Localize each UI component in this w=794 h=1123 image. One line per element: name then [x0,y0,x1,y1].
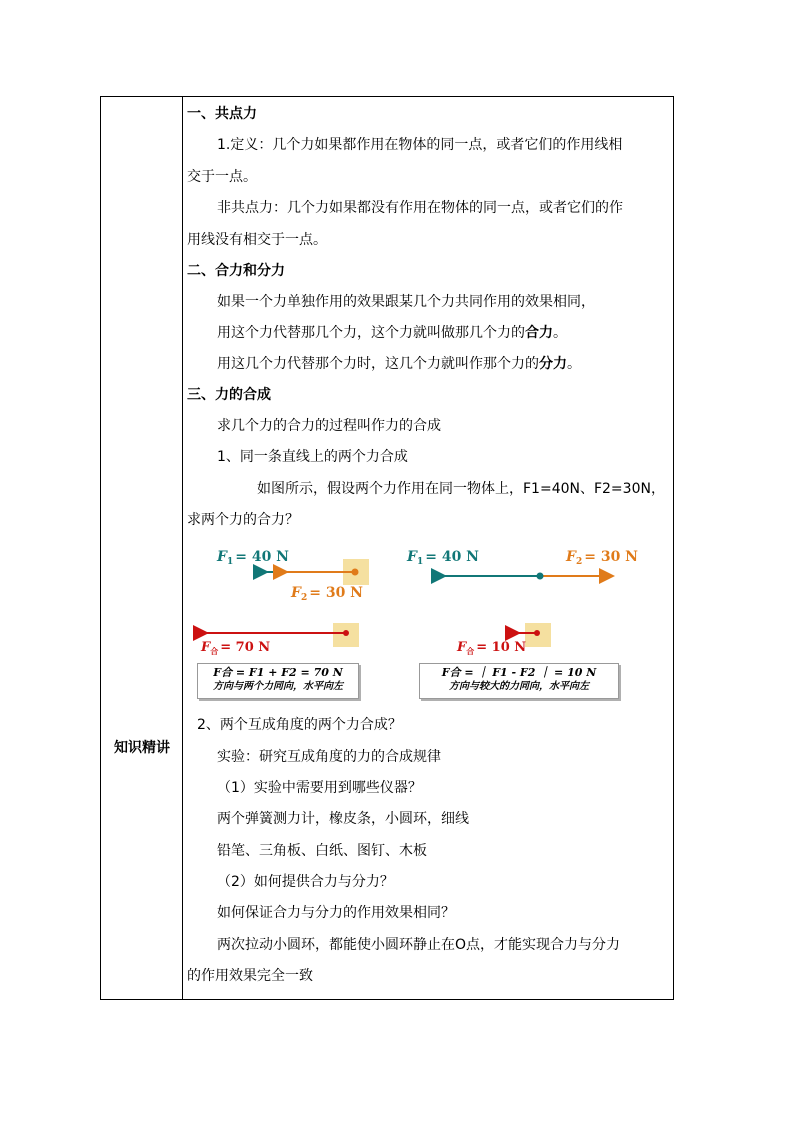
angle-para-9: 的作用效果完全一致 [187,968,313,984]
definition-line-2: 交于一点。 [187,169,257,185]
section-label: 知识精讲 [114,740,170,756]
f2-label: $F_2 = 30$ N [291,585,363,603]
force-point [343,630,349,636]
heading-force-composition: 三、力的合成 [187,387,271,403]
force-point [352,569,359,576]
definition-line-1: 1.定义：几个力如果都作用在物体的同一点，或者它们的作用线相 [217,137,623,153]
content-cell [185,97,673,999]
right-formula-box [419,663,619,699]
resultant-para-3: 用这几个力代替那个力时，这几个力就叫作那个力的分力。 [217,356,581,372]
composition-para-4: 求两个力的合力？ [187,512,299,528]
force-point [534,630,540,636]
left-formula-box [197,663,359,699]
resultant-para-2: 用这个力代替那几个力，这个力就叫做那几个力的合力。 [217,325,567,341]
f2-label: $F_2 = 30$ N [566,549,638,567]
resultant-para-1: 如果一个力单独作用的效果跟某几个力共同作用的效果相同， [217,294,595,310]
angle-para-7: 如何保证合力与分力的作用效果相同？ [217,905,455,921]
composition-para-1: 求几个力的合力的过程叫作力的合成 [217,418,441,434]
angle-para-8: 两次拉动小圆环，都能使小圆环静止在O点，才能实现合力与分力 [217,937,621,953]
resultant-label: $F_合 = 10$ N [457,640,527,656]
heading-concurrent-forces: 一、共点力 [187,106,257,122]
heading-resultant-component: 二、合力和分力 [187,263,285,279]
force-point [537,573,544,580]
angle-para-3: （1）实验中需要用到哪些仪器？ [217,780,422,796]
nonconcurrent-line-1: 非共点力：几个力如果都没有作用在物体的同一点，或者它们的作 [217,200,623,216]
resultant-label: $F_合 = 70$ N [201,640,271,656]
composition-para-2: 1、同一条直线上的两个力合成 [217,449,408,465]
composition-para-3: 如图所示，假设两个力作用在同一物体上，F1=40N、F2=30N， [257,481,665,497]
right-direction: 方向与较大的力同向，水平向左 [449,681,589,692]
knowledge-table [100,96,674,1000]
angle-para-1: 2、两个互成角度的两个力合成？ [197,717,402,733]
nonconcurrent-line-2: 用线没有相交于一点。 [187,232,327,248]
f1-label: $F_1 = 40$ N [217,549,289,567]
angle-para-6: （2）如何提供合力与分力？ [217,874,394,890]
right-formula: F合 = ｜ F1 - F2 ｜ = 10 N [441,666,597,679]
angle-para-5: 铅笔、三角板、白纸、图钉、木板 [217,843,427,859]
f1-label: $F_1 = 40$ N [407,549,479,567]
left-cell [101,97,183,999]
angle-para-2: 实验：研究互成角度的力的合成规律 [217,749,441,765]
angle-para-4: 两个弹簧测力计，橡皮条，小圆环，细线 [217,811,469,827]
left-formula: F合 = F1 + F2 = 70 N [213,666,343,679]
left-direction: 方向与两个力同向，水平向左 [213,681,343,692]
